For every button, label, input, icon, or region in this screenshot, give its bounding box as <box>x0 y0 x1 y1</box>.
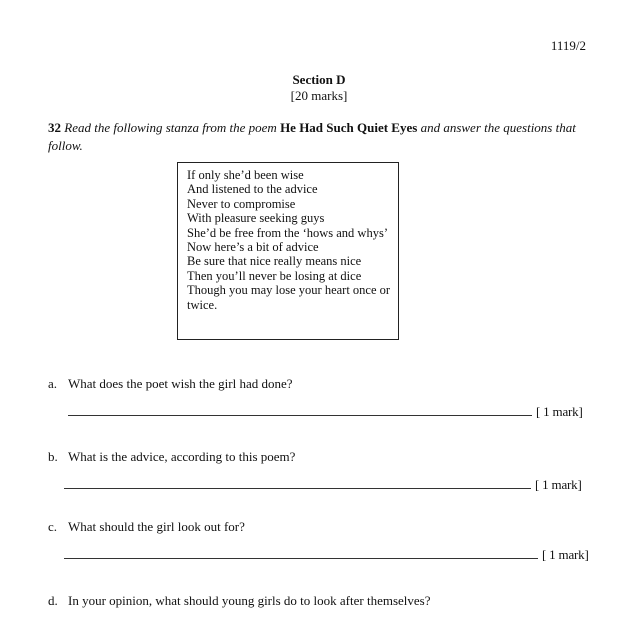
question-a-mark: [ 1 mark] <box>536 404 583 419</box>
question-c-label: c. <box>48 519 58 534</box>
question-instruction <box>48 119 588 155</box>
question-d-label: d. <box>48 593 58 608</box>
answer-line-a[interactable] <box>68 404 583 420</box>
instruction-text-before: Read the following stanza from the poem <box>64 120 277 135</box>
question-c-mark: [ 1 mark] <box>542 547 589 562</box>
stanza-line: And listened to the advice <box>187 182 318 197</box>
stanza-line: twice. <box>187 297 218 312</box>
question-a-label: a. <box>48 376 58 391</box>
question-b-label: b. <box>48 449 58 464</box>
stanza-line: If only she’d been wise <box>187 168 304 182</box>
stanza-box <box>177 162 399 340</box>
question-number: 32 <box>48 120 61 135</box>
section-title: Section D <box>292 72 346 87</box>
stanza-line: She’d be free from the ‘hows and whys’ <box>187 225 388 240</box>
poem-title: He Had Such Quiet Eyes <box>280 120 418 135</box>
document-code: 1119/2 <box>550 38 586 53</box>
answer-line-b[interactable] <box>64 477 582 493</box>
answer-rule[interactable] <box>64 478 531 489</box>
stanza-line: Never to compromise <box>187 196 296 211</box>
answer-rule[interactable] <box>68 405 532 416</box>
question-b-mark: [ 1 mark] <box>535 477 582 492</box>
answer-line-c[interactable] <box>64 547 589 563</box>
section-marks: [20 marks] <box>290 88 348 103</box>
stanza-line: With pleasure seeking guys <box>187 211 325 226</box>
stanza-line: Now here’s a bit of advice <box>187 240 319 255</box>
stanza-line: Though you may lose your heart once or <box>187 283 391 298</box>
question-a-text: What does the poet wish the girl had done? <box>68 376 293 391</box>
instruction-text-after: and answer the questions that follow. <box>48 120 576 153</box>
stanza-line: Be sure that nice really means nice <box>187 254 362 269</box>
question-d-text: In your opinion, what should young girls do to look after themselves? <box>68 593 431 608</box>
question-c-text: What should the girl look out for? <box>68 519 245 534</box>
answer-rule[interactable] <box>64 548 538 559</box>
stanza-line: Then you’ll never be losing at dice <box>187 268 362 283</box>
question-b-text: What is the advice, according to this poem? <box>68 449 296 464</box>
